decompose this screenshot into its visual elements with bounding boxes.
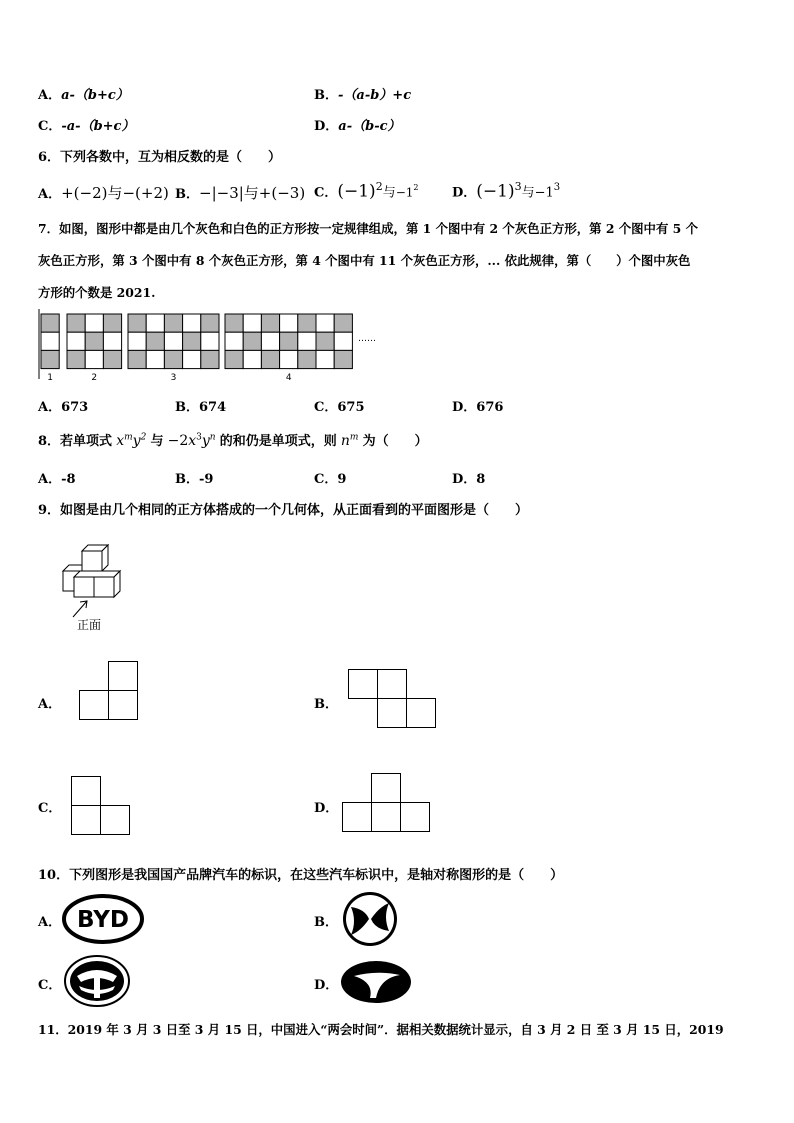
- gray-square: [164, 314, 182, 332]
- stem-text: 的和仍是单项式，则: [219, 434, 337, 449]
- white-square: [41, 332, 59, 350]
- option-label: C．: [38, 119, 62, 134]
- stem-text: 为（ ）: [362, 434, 428, 449]
- q5-option-b: [314, 84, 411, 103]
- gray-square: [280, 332, 298, 350]
- q5-option-c: [38, 115, 134, 134]
- pattern-number-label: 3: [170, 373, 177, 383]
- white-square: [164, 332, 182, 350]
- gray-square: [164, 350, 182, 368]
- q9-option-a-label: A．: [38, 697, 62, 712]
- white-square: [243, 314, 261, 332]
- gray-square: [183, 332, 201, 350]
- white-square: [243, 350, 261, 368]
- power-base: −1: [395, 185, 414, 200]
- q10-option-b-label: B．: [314, 915, 338, 930]
- option-text: -（a-b）+c: [338, 88, 412, 103]
- pattern-number-label: 1: [47, 373, 53, 383]
- option-text: -9: [199, 472, 214, 487]
- q7-option-d: [452, 396, 503, 415]
- power-exponent: 2: [375, 180, 383, 193]
- q10-option-c-label: C．: [38, 978, 62, 993]
- white-square: [280, 350, 298, 368]
- gray-square: [41, 314, 59, 332]
- q9-stem: 9．如图是由几个相同的正方体搭成的一个几何体，从正面看到的平面图形是（ ）: [38, 503, 529, 518]
- option-label: D．: [452, 400, 477, 415]
- q9-solid-figure: [58, 542, 148, 634]
- gray-square: [201, 314, 219, 332]
- power-base: (−1): [476, 181, 515, 202]
- q10-option-d-label: D．: [314, 978, 339, 993]
- q6-option-a: [38, 182, 169, 203]
- white-square: [261, 332, 279, 350]
- gray-square: [334, 350, 352, 368]
- gray-square: [298, 314, 316, 332]
- option-text: -a-（b+c）: [61, 119, 135, 134]
- gray-square: [128, 350, 146, 368]
- gray-square: [261, 350, 279, 368]
- option-label: B．: [175, 400, 199, 415]
- option-label: A．: [38, 400, 62, 415]
- term2: $-2x^3y^n$: [167, 432, 216, 449]
- gray-square: [225, 314, 243, 332]
- option-text: 676: [476, 400, 504, 415]
- option-label: C．: [314, 185, 338, 201]
- option-text: 9: [337, 472, 347, 487]
- q7-option-a: [38, 396, 88, 415]
- q8-option-d: [452, 468, 485, 487]
- gray-square: [67, 350, 85, 368]
- white-square: [316, 350, 334, 368]
- option-label: D．: [452, 185, 477, 201]
- dongfeng-logo: [341, 891, 399, 947]
- power-base: (−1): [337, 181, 376, 202]
- white-square: [316, 314, 334, 332]
- q8-stem: [38, 430, 428, 449]
- white-square: [183, 350, 201, 368]
- gray-square: [146, 332, 164, 350]
- q6-option-b: [175, 182, 305, 203]
- power-base: −1: [534, 185, 554, 201]
- stem-text: 与: [150, 434, 164, 449]
- option-label: B．: [314, 88, 338, 103]
- q7-pattern-figure: [36, 307, 381, 387]
- option-label: A．: [38, 472, 62, 487]
- option-label: D．: [314, 119, 339, 134]
- stem-text: 8．若单项式: [38, 434, 113, 449]
- white-square: [85, 350, 103, 368]
- option-label: A．: [38, 88, 62, 103]
- q5-option-a: [38, 84, 129, 103]
- q7-option-b: [175, 396, 226, 415]
- option-label: B．: [175, 187, 199, 202]
- front-view-label: 正面: [77, 618, 102, 632]
- connector-text: 与: [521, 185, 535, 201]
- q7-stem-line3: 方形的个数是 2021.: [38, 285, 156, 300]
- gray-square: [103, 350, 121, 368]
- power-exponent: 3: [553, 182, 561, 193]
- pattern-labels: [47, 373, 292, 383]
- option-text: -8: [61, 472, 76, 487]
- option-text: a-（b+c）: [61, 88, 129, 103]
- white-square: [334, 332, 352, 350]
- q7-option-c: [314, 396, 365, 415]
- gray-square: [85, 332, 103, 350]
- byd-logo: [62, 894, 144, 944]
- gray-square: [201, 350, 219, 368]
- white-square: [67, 332, 85, 350]
- white-square: [183, 314, 201, 332]
- byd-logo-text: BYD: [76, 907, 130, 933]
- power-exponent: 2: [413, 183, 419, 192]
- option-label: B．: [175, 472, 199, 487]
- gray-square: [243, 332, 261, 350]
- option-text: −|−3|与+(−3): [199, 184, 306, 202]
- gray-square: [41, 350, 59, 368]
- gray-square: [67, 314, 85, 332]
- white-square: [103, 332, 121, 350]
- pattern-ellipsis: ……: [358, 334, 376, 344]
- q6-option-c: [314, 180, 419, 202]
- white-square: [298, 332, 316, 350]
- q10-option-a-label: A．: [38, 915, 62, 930]
- gray-square: [128, 314, 146, 332]
- expr: $n^m$: [340, 432, 359, 449]
- connector-text: 与: [382, 185, 396, 201]
- q11-stem-line1: 11．2019 年 3 月 3 日至 3 月 15 日，中国进入“两会时间”．据相关数据统计显示，自 3 月 2 日 至 3 月 15 日，2019: [38, 1022, 724, 1037]
- option-label: C．: [314, 472, 338, 487]
- q10-stem: 10．下列图形是我国国产品牌汽车的标识，在这些汽车标识中，是轴对称图形的是（ ）: [38, 868, 564, 883]
- option-label: C．: [314, 400, 338, 415]
- option-text: 8: [476, 472, 486, 487]
- q5-option-d: [314, 115, 401, 134]
- q9-option-b-label: B．: [314, 697, 338, 712]
- option-text: +(−2)与−(+2): [61, 184, 169, 202]
- power-exponent: 3: [514, 180, 522, 193]
- white-square: [201, 332, 219, 350]
- white-square: [146, 350, 164, 368]
- gray-square: [316, 332, 334, 350]
- option-text: 674: [199, 400, 227, 415]
- white-square: [225, 332, 243, 350]
- option-text: 673: [61, 400, 89, 415]
- pattern-grids: [41, 314, 352, 369]
- gray-square: [225, 350, 243, 368]
- q8-option-b: [175, 468, 213, 487]
- q9-option-d-label: D．: [314, 801, 339, 816]
- option-text: a-（b-c）: [338, 119, 401, 134]
- q7-stem-line2: 灰色正方形，第 3 个图中有 8 个灰色正方形，第 4 个图中有 11 个灰色正方形，... 依此规律，第（ ）个图中灰色: [38, 253, 691, 268]
- q8-option-a: [38, 468, 76, 487]
- q6-option-d: [452, 180, 560, 202]
- option-label: A．: [38, 187, 62, 202]
- gray-square: [334, 314, 352, 332]
- q6-stem: 6．下列各数中，互为相反数的是（ ）: [38, 150, 282, 165]
- pattern-number-label: 4: [285, 373, 292, 383]
- brilliance-logo: [63, 954, 131, 1008]
- gray-square: [261, 314, 279, 332]
- gray-square: [103, 314, 121, 332]
- white-square: [85, 314, 103, 332]
- option-label: D．: [452, 472, 477, 487]
- white-square: [128, 332, 146, 350]
- q9-option-c-label: C．: [38, 801, 62, 816]
- pattern-number-label: 2: [91, 373, 98, 383]
- term1: $x^my^2$: [116, 432, 147, 449]
- hafei-logo: [340, 960, 412, 1004]
- option-text: 675: [337, 400, 365, 415]
- q7-stem-line1: 7．如图，图形中都是由几个灰色和白色的正方形按一定规律组成，第 1 个图中有 2 个灰色正方形，第 2 个图中有 5 个: [38, 221, 698, 236]
- white-square: [146, 314, 164, 332]
- q8-option-c: [314, 468, 346, 487]
- gray-square: [298, 350, 316, 368]
- white-square: [280, 314, 298, 332]
